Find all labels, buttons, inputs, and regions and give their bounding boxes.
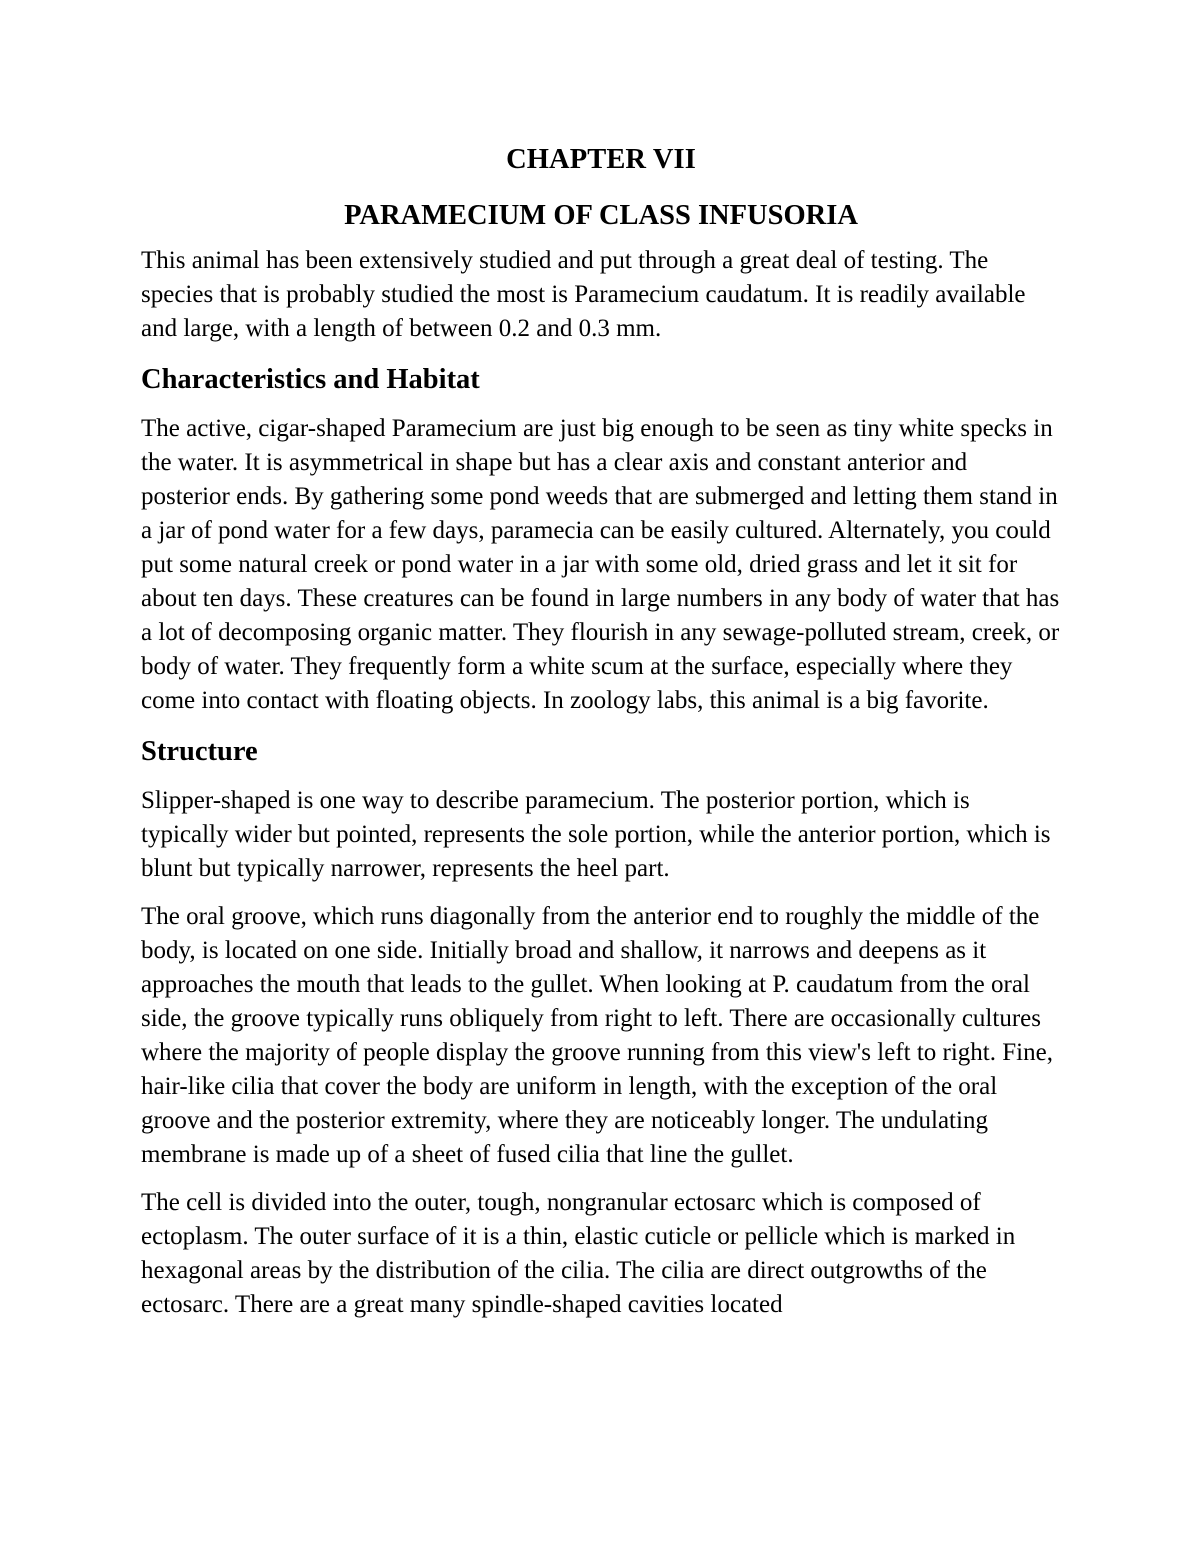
chapter-title: PARAMECIUM OF CLASS INFUSORIA: [344, 200, 858, 231]
structure-paragraph-2: The oral groove, which runs diagonally from the anterior end to roughly the middle of the body, is located on one side. Initially broad and shallow, it narrows and deepens as it approaches the mouth that leads to the gullet. When looking at P. caudatum from the oral side, the groove typically runs obliquely from right to left. There are occasionally cultures where the majority of people display the groove running from this view's left to right. Fine, hair-like cilia that cover the body are uniform in length, with the exception of the oral groove and the posterior extremity, where they are noticeably longer. The undulating membrane is made up of a sheet of fused cilia that line the gullet.: [141, 903, 1053, 1168]
document-page: [141, 140, 1061, 1336]
intro-paragraph: This animal has been extensively studied and put through a great deal of testing. The species that is probably studied the most is Paramecium caudatum. It is readily available and large, with a length of between 0.2 and 0.3 mm.: [141, 247, 1026, 342]
chapter-number: CHAPTER VII: [506, 144, 696, 175]
characteristics-paragraph: The active, cigar-shaped Paramecium are just big enough to be seen as tiny white specks in the water. It is asymmetrical in shape but has a clear axis and constant anterior and posterior ends. By gathering some pond weeds that are submerged and letting them stand in a jar of pond water for a few days, paramecia can be easily cultured. Alternately, you could put some natural creek or pond water in a jar with some old, dried grass and let it sit for about ten days. These creatures can be found in large numbers in any body of water that has a lot of decomposing organic matter. They flourish in any sewage-polluted stream, creek, or body of water. They frequently form a white scum at the surface, especially where they come into contact with floating objects. In zoology labs, this animal is a big favorite.: [141, 415, 1060, 714]
section-heading-characteristics: Characteristics and Habitat: [141, 364, 480, 395]
structure-paragraph-3: The cell is divided into the outer, tough, nongranular ectosarc which is composed of ectoplasm. The outer surface of it is a thin, elastic cuticle or pellicle which is marked in hexagonal areas by the distribution of the cilia. The cilia are direct outgrowths of the ectosarc. There are a great many spindle-shaped cavities located: [141, 1189, 1016, 1318]
structure-paragraph-1: Slipper-shaped is one way to describe paramecium. The posterior portion, which is typically wider but pointed, represents the sole portion, while the anterior portion, which is blunt but typically narrower, represents the heel part.: [141, 787, 1051, 882]
section-heading-structure: Structure: [141, 736, 258, 767]
